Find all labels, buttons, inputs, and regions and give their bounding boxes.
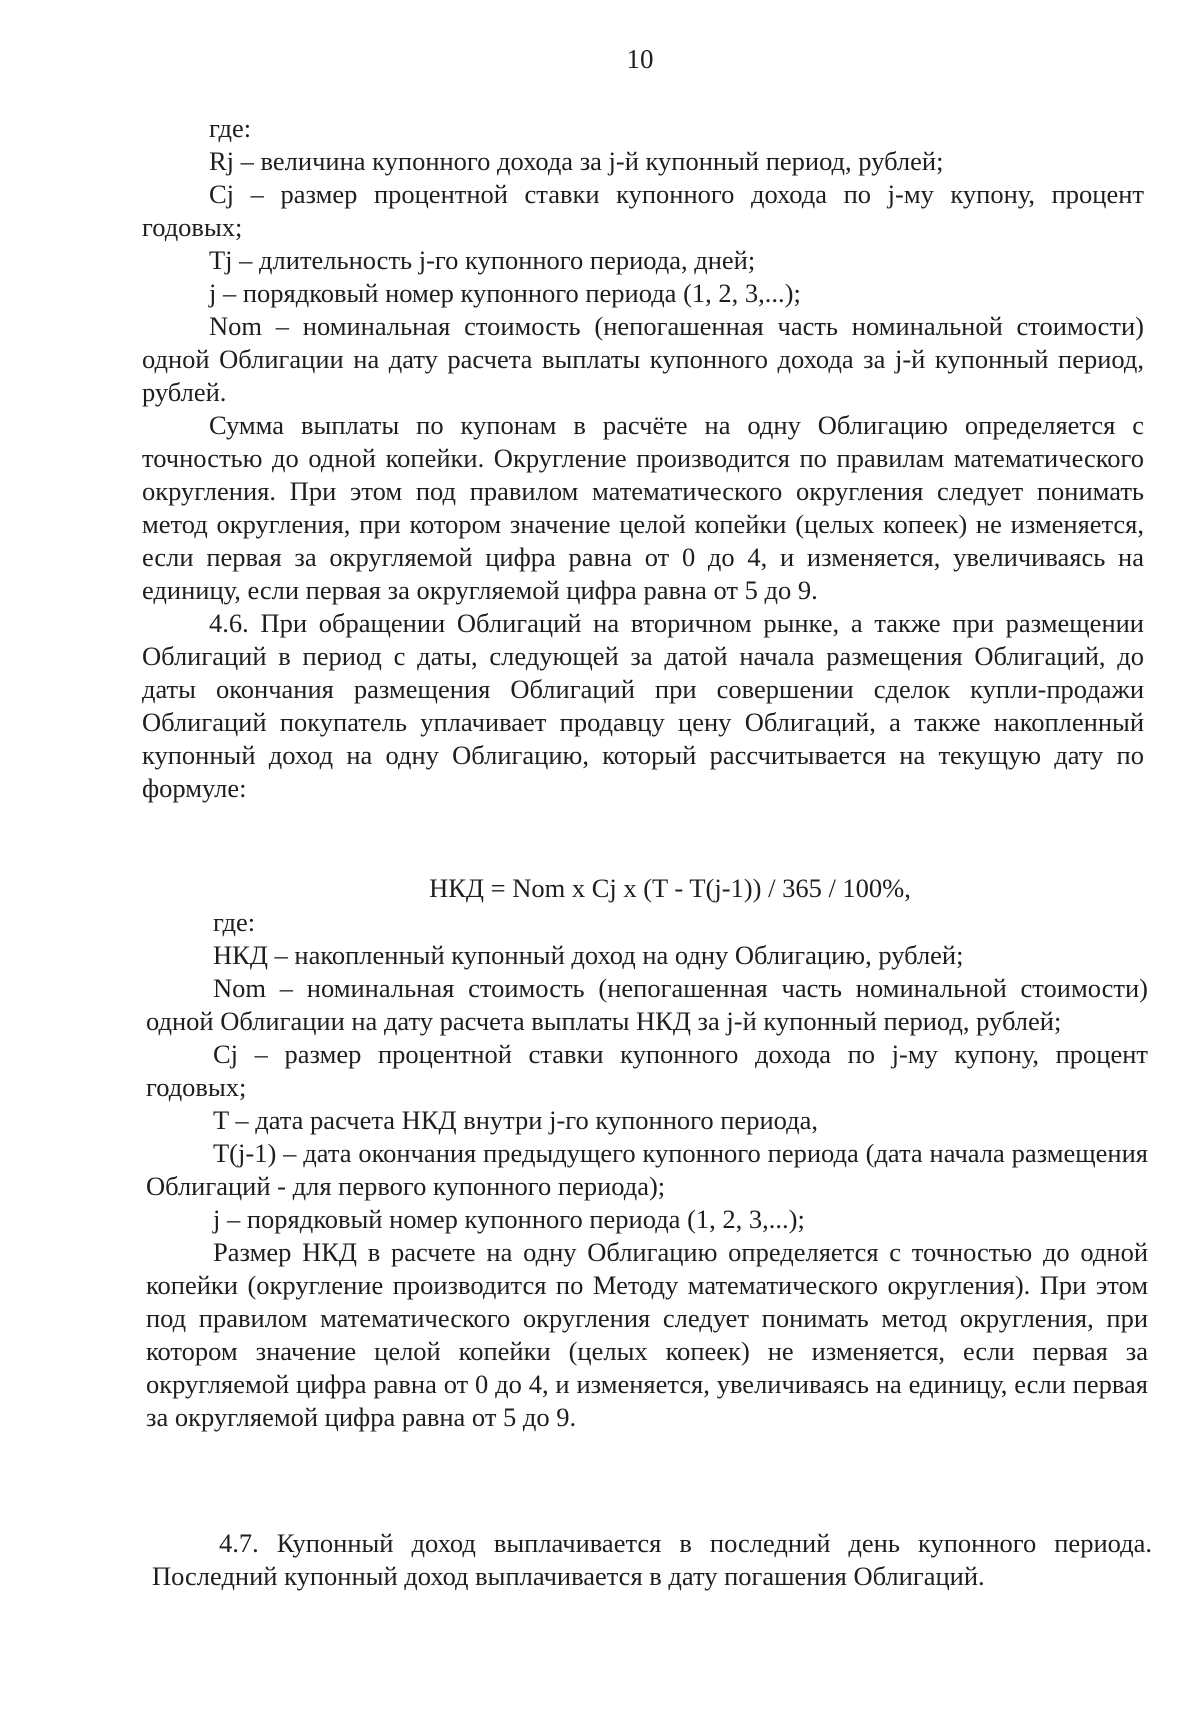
definitions-block-2 — [146, 906, 1148, 1434]
definition-tj-1: T(j-1) – дата окончания предыдущего купонного периода (дата начала размещения Облигаций - для первого купонного периода); — [146, 1138, 1148, 1201]
definition-nom: Nom – номинальная стоимость (непогашенная часть номинальной стоимости) одной Облигации на дату расчета выплаты купонного дохода за j-й купонный период, рублей. — [142, 311, 1144, 407]
definition-j-2: j – порядковый номер купонного периода (1, 2, 3,...); — [213, 1204, 805, 1234]
definition-t: T – дата расчета НКД внутри j-го купонного периода, — [213, 1105, 818, 1135]
clause-4-7-block — [152, 1527, 1152, 1593]
definition-nom-2: Nom – номинальная стоимость (непогашенная часть номинальной стоимости) одной Облигации на дату расчета выплаты НКД за j-й купонный период, рублей; — [146, 973, 1148, 1036]
definition-tj: Tj – длительность j-го купонного периода, дней; — [209, 245, 756, 275]
definition-cj: Cj – размер процентной ставки купонного дохода по j-му купону, процент годовых; — [142, 179, 1144, 242]
clause-4-7: 4.7. Купонный доход выплачивается в последний день купонного периода. Последний купонный доход выплачивается в дату погашения Облигаций. — [152, 1528, 1152, 1591]
page-number: 10 — [626, 44, 654, 74]
clause-4-6: 4.6. При обращении Облигаций на вторичном рынке, а также при размещении Облигаций в период с даты, следующей за датой начала размещения Облигаций, до даты окончания размещения Облигаций при совершении сделок купли-продажи Облигаций покупатель уплачивает продавцу цену Облигаций, а также накопленный купонный доход на одну Облигацию, который рассчитывается на текущую дату по формуле: — [142, 608, 1144, 803]
coupon-sum-paragraph: Сумма выплаты по купонам в расчёте на одну Облигацию определяется с точностью до одной копейки. Округление производится по правилам математического округления. При этом под правилом математического округления следует понимать метод округления, при котором значение целой копейки (целых копеек) не изменяется, если первая за округляемой цифра равна от 0 до 4, и изменяется, увеличиваясь на единицу, если первая за округляемой цифра равна от 5 до 9. — [142, 410, 1144, 605]
definition-rj: Rj – величина купонного дохода за j-й купонный период, рублей; — [209, 146, 944, 176]
nkd-rounding-paragraph: Размер НКД в расчете на одну Облигацию определяется с точностью до одной копейки (округление производится по Методу математического округления). При этом под правилом математического округления следует понимать метод округления, при котором значение целой копейки (целых копеек) не изменяется, если первая за округляемой цифра равна от 0 до 4, и изменяется, увеличиваясь на единицу, если первая за округляемой цифра равна от 5 до 9. — [146, 1237, 1148, 1432]
definition-cj-2: Cj – размер процентной ставки купонного дохода по j-му купону, процент годовых; — [146, 1039, 1148, 1102]
definitions-block-1 — [142, 112, 1144, 805]
definition-j: j – порядковый номер купонного периода (1, 2, 3,...); — [209, 278, 801, 308]
where-label: где: — [209, 113, 252, 143]
nkd-formula: НКД = Nom x Cj x (T - T(j-1)) / 365 / 100%, — [429, 873, 911, 903]
where-label-2: где: — [213, 907, 256, 937]
definition-nkd: НКД – накопленный купонный доход на одну Облигацию, рублей; — [213, 940, 964, 970]
